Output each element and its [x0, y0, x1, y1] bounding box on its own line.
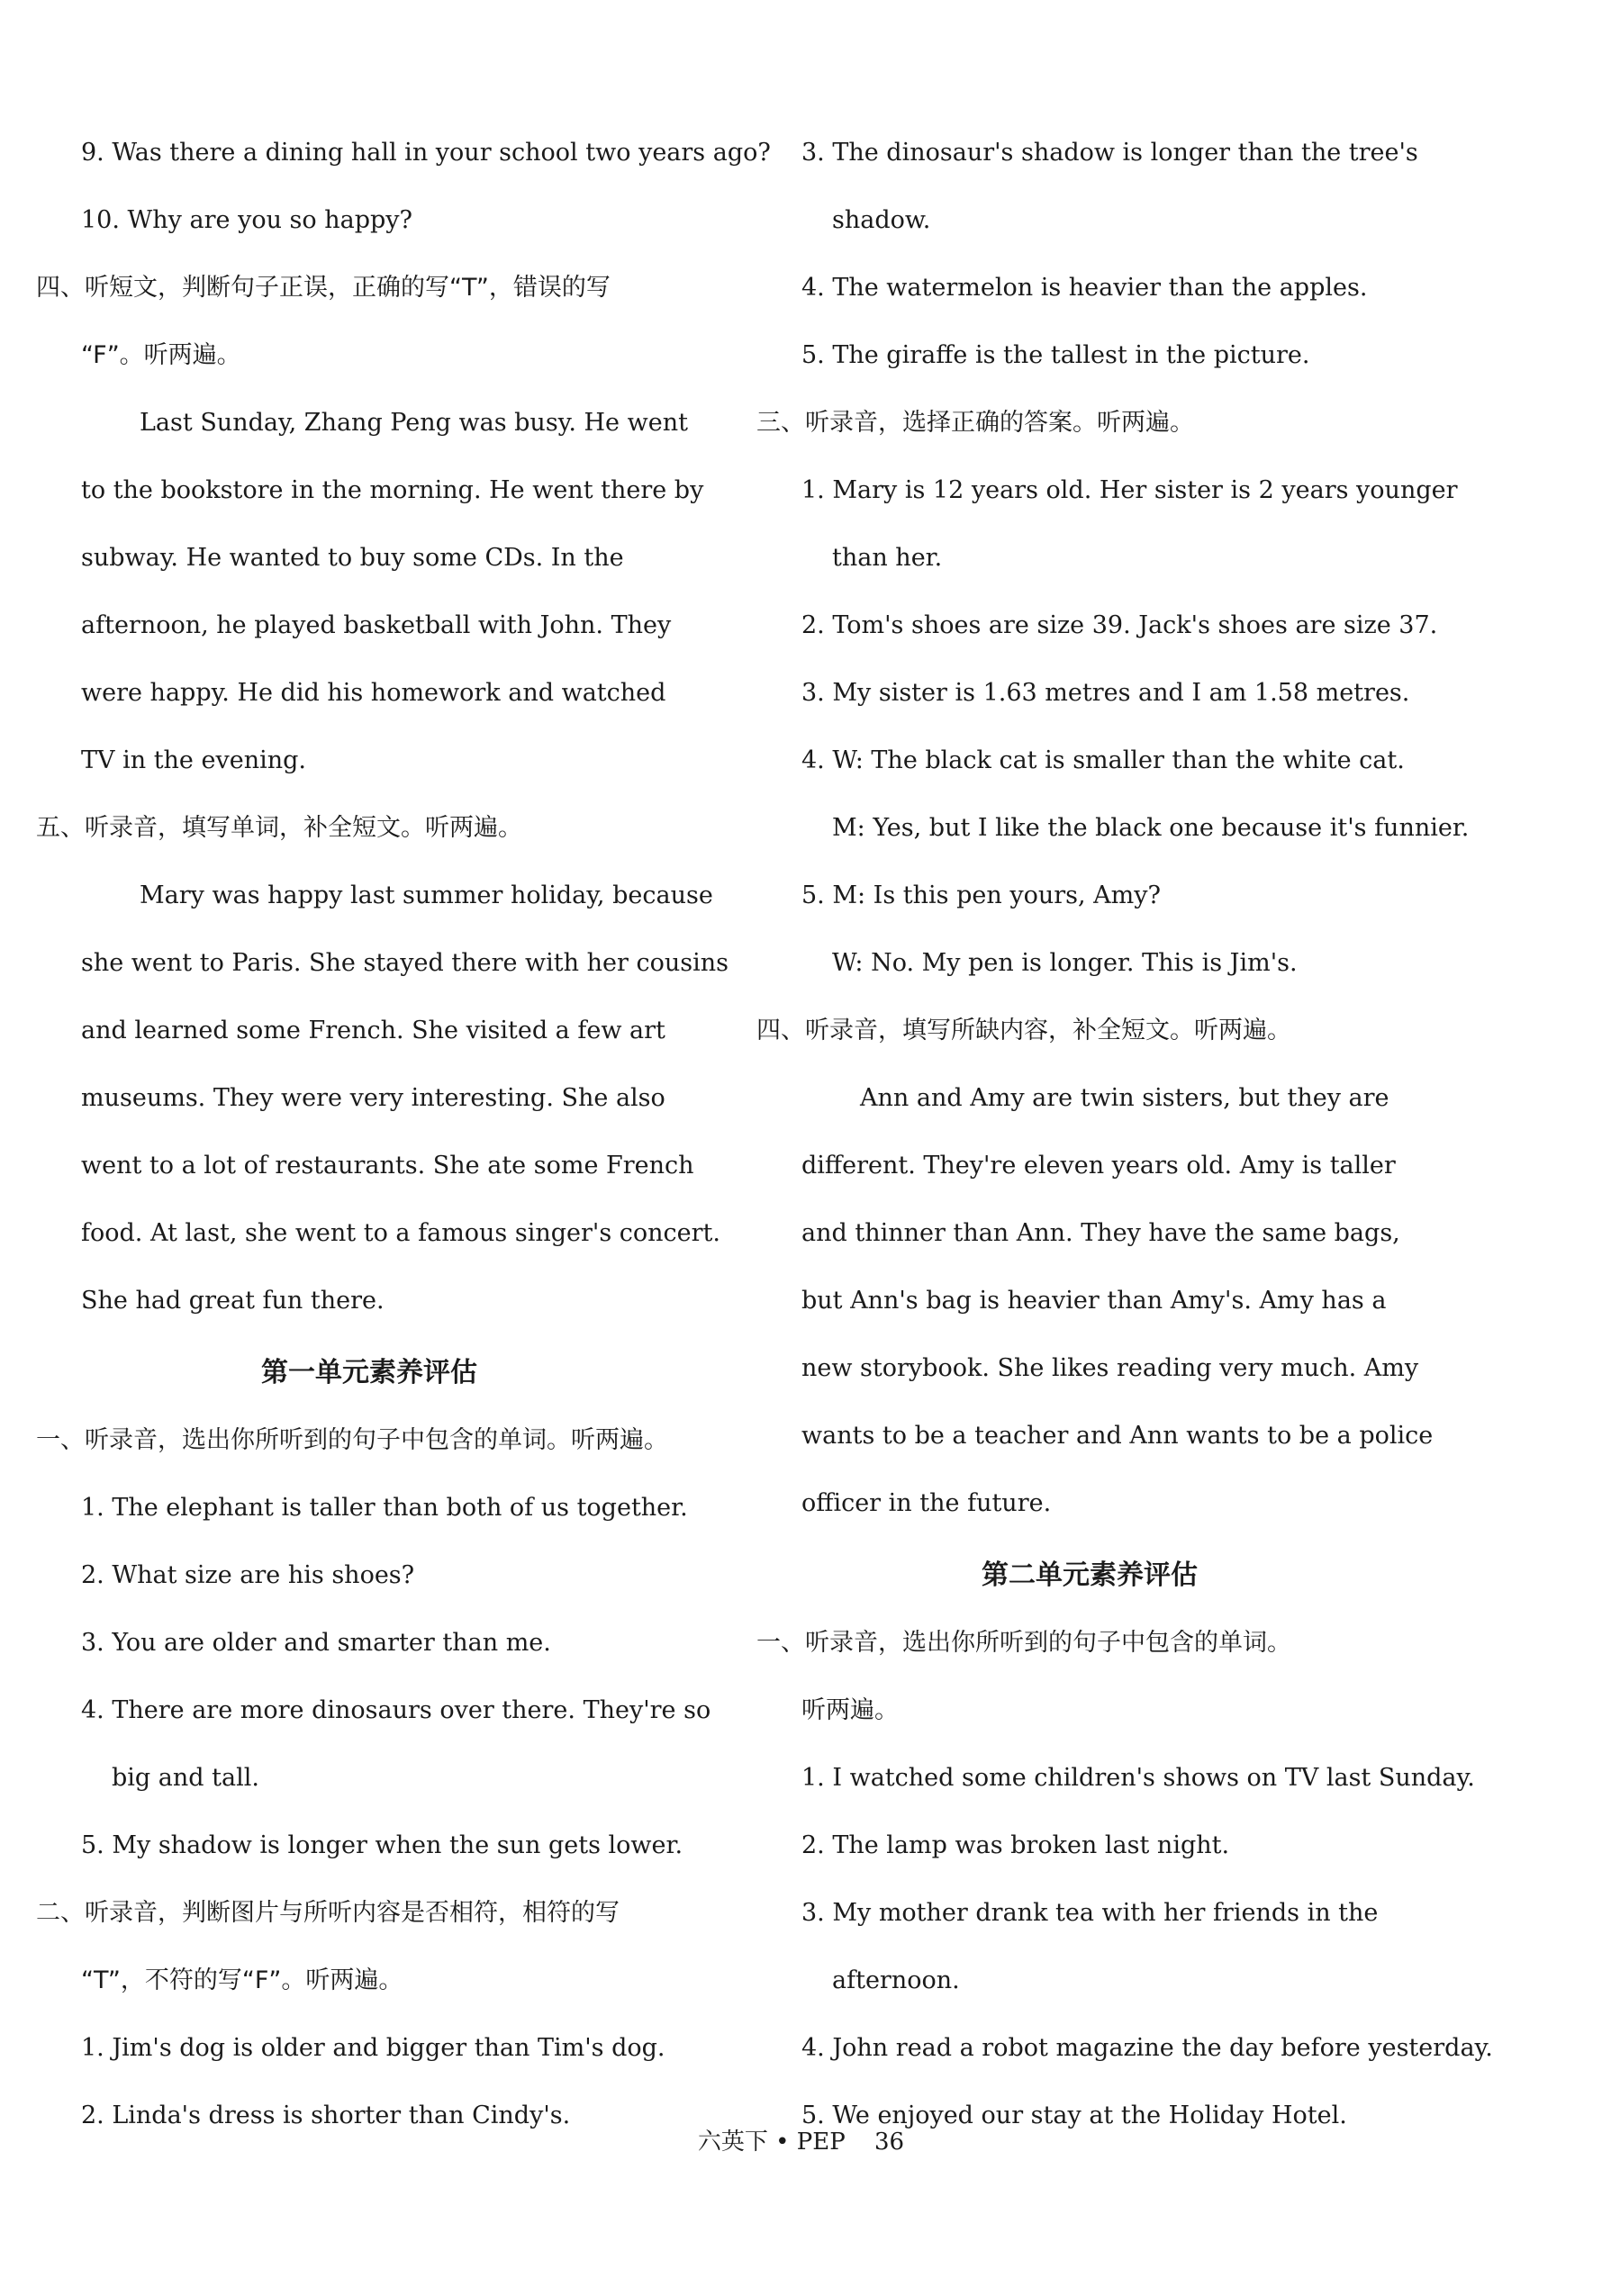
- list-item: 1. I watched some children's shows on TV last Sunday.: [801, 1764, 1475, 1792]
- list-item-cont: W: No. My pen is longer. This is Jim's.: [832, 949, 1298, 977]
- passage-line: new storybook. She likes reading very much. Amy: [801, 1354, 1419, 1382]
- passage-line: museums. They were very interesting. She also: [81, 1084, 665, 1112]
- list-item: 5. We enjoyed our stay at the Holiday Hotel.: [801, 2102, 1347, 2129]
- page-number: 36: [874, 2129, 905, 2156]
- question-9: 9. Was there a dining hall in your school two years ago?: [81, 139, 771, 167]
- passage-line: afternoon, he played basketball with John. They: [81, 611, 672, 639]
- list-item: 2. What size are his shoes?: [81, 1561, 415, 1589]
- unit-2-title: 第二单元素养评估: [982, 1559, 1198, 1591]
- passage-line: Ann and Amy are twin sisters, but they are: [860, 1084, 1389, 1112]
- section-3-heading: 三、听录音，选择正确的答案。听两遍。: [756, 409, 1194, 437]
- passage-line: were happy. He did his homework and watched: [81, 679, 666, 707]
- list-item: 5. M: Is this pen yours, Amy?: [801, 881, 1161, 909]
- unit-2-section-1-heading: 一、听录音，选出你所听到的句子中包含的单词。: [756, 1629, 1291, 1657]
- list-item: 5. The giraffe is the tallest in the picture.: [801, 341, 1310, 369]
- list-item: 4. The watermelon is heavier than the apples.: [801, 274, 1368, 302]
- passage-line: She had great fun there.: [81, 1287, 385, 1315]
- question-10: 10. Why are you so happy?: [81, 206, 413, 234]
- passage-line: but Ann's bag is heavier than Amy's. Amy has a: [801, 1287, 1387, 1315]
- list-item: 5. My shadow is longer when the sun gets lower.: [81, 1831, 683, 1859]
- passage-line: officer in the future.: [801, 1489, 1052, 1517]
- passage-line: and thinner than Ann. They have the same bags,: [801, 1219, 1400, 1247]
- passage-line: TV in the evening.: [81, 746, 306, 774]
- unit-1-section-2-heading: 二、听录音，判断图片与所听内容是否相符，相符的写: [36, 1899, 620, 1927]
- list-item: 4. W: The black cat is smaller than the white cat.: [801, 746, 1405, 774]
- passage-line: Mary was happy last summer holiday, because: [140, 881, 713, 909]
- unit-1-section-1-heading: 一、听录音，选出你所听到的句子中包含的单词。听两遍。: [36, 1426, 668, 1454]
- passage-line: wants to be a teacher and Ann wants to be a police: [801, 1422, 1434, 1450]
- list-item: 2. Tom's shoes are size 39. Jack's shoes are size 37.: [801, 611, 1438, 639]
- unit-1-section-2-heading-cont: “T”，不符的写“F”。听两遍。: [81, 1966, 403, 1994]
- list-item: 3. The dinosaur's shadow is longer than the tree's: [801, 139, 1418, 167]
- passage-line: food. At last, she went to a famous singer's concert.: [81, 1219, 720, 1247]
- section-5-heading: 五、听录音，填写单词，补全短文。听两遍。: [36, 814, 522, 842]
- list-item-cont: afternoon.: [832, 1966, 960, 1994]
- list-item: 2. Linda's dress is shorter than Cindy's.: [81, 2102, 571, 2129]
- list-item-cont: big and tall.: [112, 1764, 259, 1792]
- passage-line: to the bookstore in the morning. He went there by: [81, 476, 704, 504]
- list-item: 3. My mother drank tea with her friends in the: [801, 1899, 1379, 1927]
- list-item: 1. The elephant is taller than both of us together.: [81, 1494, 688, 1522]
- list-item-cont: shadow.: [832, 206, 931, 234]
- passage-line: different. They're eleven years old. Amy is taller: [801, 1152, 1396, 1180]
- page-footer: [0, 2123, 1602, 2156]
- section-4-heading: 四、听短文，判断句子正误，正确的写“T”，错误的写: [36, 274, 611, 302]
- passage-line: Last Sunday, Zhang Peng was busy. He went: [140, 409, 688, 437]
- section-4-heading: 四、听录音，填写所缺内容，补全短文。听两遍。: [756, 1017, 1291, 1044]
- unit-2-section-1-heading-cont: 听两遍。: [801, 1696, 899, 1724]
- list-item: 4. John read a robot magazine the day before yesterday.: [801, 2034, 1493, 2062]
- list-item: 2. The lamp was broken last night.: [801, 1831, 1230, 1859]
- list-item: 1. Jim's dog is older and bigger than Tim's dog.: [81, 2034, 665, 2062]
- passage-line: and learned some French. She visited a few art: [81, 1017, 665, 1044]
- list-item: 4. There are more dinosaurs over there. They're so: [81, 1696, 711, 1724]
- list-item: 3. My sister is 1.63 metres and I am 1.58 metres.: [801, 679, 1410, 707]
- list-item-cont: than her.: [832, 544, 943, 572]
- list-item: 1. Mary is 12 years old. Her sister is 2 years younger: [801, 476, 1458, 504]
- book-label: 六英下 • PEP: [697, 2129, 846, 2156]
- section-4-heading-cont: “F”。听两遍。: [81, 341, 241, 369]
- list-item-cont: M: Yes, but I like the black one because it's funnier.: [832, 814, 1470, 842]
- passage-line: subway. He wanted to buy some CDs. In the: [81, 544, 624, 572]
- list-item: 3. You are older and smarter than me.: [81, 1629, 551, 1657]
- passage-line: went to a lot of restaurants. She ate some French: [81, 1152, 694, 1180]
- passage-line: she went to Paris. She stayed there with her cousins: [81, 949, 729, 977]
- unit-1-title: 第一单元素养评估: [261, 1357, 477, 1388]
